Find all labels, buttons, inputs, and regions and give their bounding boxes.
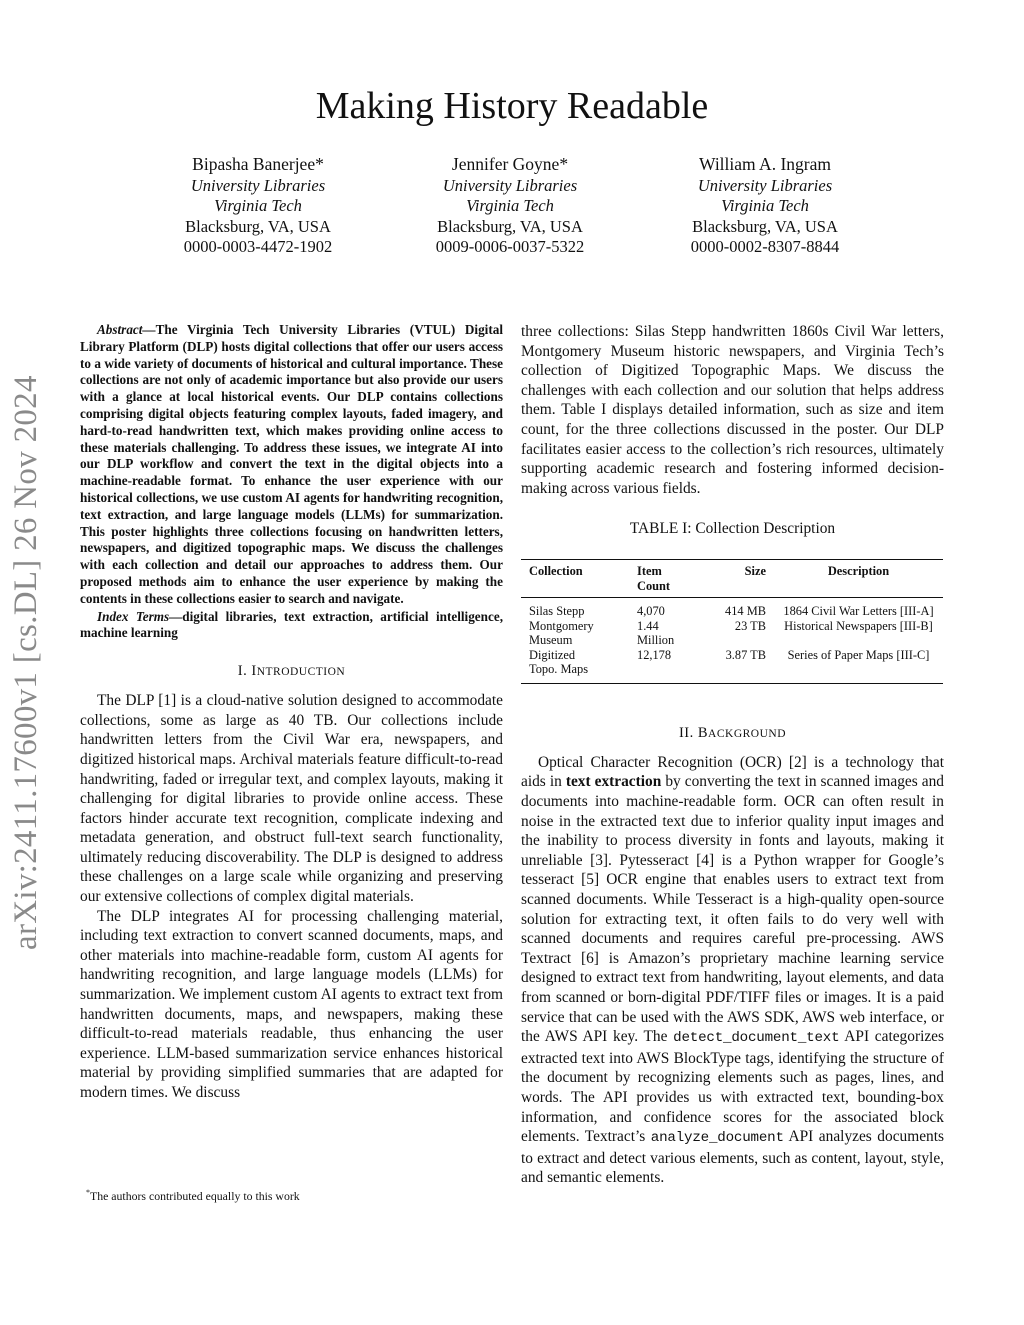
section-numeral: II. <box>678 724 698 741</box>
header-collection: Collection <box>529 564 583 579</box>
cell-description: Series of Paper Maps [III-C] <box>787 647 930 662</box>
author-institution: Virginia Tech <box>214 196 302 215</box>
author-orcid: 0000-0003-4472-1902 <box>183 237 333 256</box>
author-location: Blacksburg, VA, USA <box>437 216 583 236</box>
author-institution: Virginia Tech <box>466 196 554 215</box>
code-detect-document-text: detect_document_text <box>673 1030 840 1047</box>
section-cap: B <box>697 724 709 741</box>
header-count-line2: Count <box>637 578 671 593</box>
section-rest: NTRODUCTION <box>256 666 346 679</box>
cell-count: 4,070 <box>637 604 665 619</box>
author-orcid: 0009-0006-0037-5322 <box>435 237 585 256</box>
author-affiliation: University Libraries <box>190 175 326 195</box>
header-item-count <box>629 560 703 598</box>
index-terms-text: digital libraries, text extraction, artificial intelligence, machine learning <box>80 608 503 641</box>
author-name: William A. Ingram <box>699 154 831 174</box>
table-row <box>521 598 943 619</box>
cell-collection: Montgomery Museum <box>529 618 594 648</box>
index-terms-lead: Index Terms— <box>97 608 183 624</box>
author-block <box>640 154 890 258</box>
intro-paragraph-2-continued: three collections: Silas Stepp handwritten 1860s Civil War letters, Montgomery Museum historic newspapers, and Virginia Tech’s collection of Digitized Topographic Maps. We discuss the challenges with each collection and our solution that helps address them. Table I displays detailed information, such as size and item count, for the three collections discussed in the poster. Our DLP facilitates easier access to the collection’s rich resources, ultimately supporting academic research and fostering informed decision-making across various fields. <box>521 323 944 497</box>
cell-count: 12,178 <box>637 647 672 662</box>
paper-title: Making History Readable <box>315 85 709 127</box>
author-location: Blacksburg, VA, USA <box>692 216 838 236</box>
cell-count: 1.44 Million <box>637 618 675 648</box>
author-institution: Virginia Tech <box>721 196 809 215</box>
intro-paragraph-2: The DLP integrates AI for processing challenging material, including text extraction to convert scanned documents, maps, and other materials into machine-readable form, custom AI agents for handwriting recognition, and large language models (LLMs) for summarization. We implement custom AI agents to extract text from handwritten documents, maps, and newspapers, making these difficult-to-read materials readable, thus enhancing the user experience. LLM-based summarization service enhances historical material by providing simplified summaries that are adapted for modern times. We discuss <box>80 907 503 1102</box>
abstract-lead: Abstract— <box>97 322 156 337</box>
cell-description: Historical Newspapers [III-B] <box>784 618 933 633</box>
cell-size: 3.87 TB <box>725 647 766 662</box>
right-column <box>521 322 944 1188</box>
table-row <box>521 648 943 684</box>
author-name: Jennifer Goyne* <box>451 154 569 174</box>
code-analyze-document: analyze_document <box>650 1130 784 1147</box>
index-terms <box>80 609 503 643</box>
author-block <box>133 154 383 258</box>
section-numeral: I. <box>237 663 252 680</box>
cell-size: 414 MB <box>725 604 766 619</box>
footnote-text: The authors contributed equally to this work <box>90 1188 300 1203</box>
abstract-text: The Virginia Tech University Libraries (VTUL) Digital Library Platform (DLP) hosts digital collections that offer our users access to a wide variety of documents of historical and cultural importance. These collections are not only of academic importance but also provide our users with a glance at local historical events. Our DLP contains collections comprising digital objects featuring complex layouts, faded imagery, and hard-to-read handwritten text, which makes providing online access to these materials challenging. To address these issues, we integrate AI into our DLP workflow and convert the text in the digital objects into a machine-readable format. To enhance the user experience with our historical collections, we use custom AI agents for handwriting recognition, text extraction, and large language models (LLMs) for summarization. This poster highlights three collections focusing on handwritten letters, newspapers, and digitized topographic maps. We discuss the challenges with each collection and detail our approaches to address them. Our proposed methods aim to enhance the user experience by making the contents in these collections easier to search and navigate. <box>80 322 503 606</box>
abstract <box>80 322 503 608</box>
left-column <box>80 322 503 1103</box>
footnote-mark: * <box>86 1188 90 1197</box>
table-header-row <box>521 560 943 598</box>
cell-description: 1864 Civil War Letters [III-A] <box>783 604 934 619</box>
author-location: Blacksburg, VA, USA <box>185 216 331 236</box>
header-description: Description <box>827 564 890 579</box>
table-caption: TABLE I: Collection Description <box>629 520 836 538</box>
author-block <box>385 154 635 258</box>
author-affiliation: University Libraries <box>442 175 578 195</box>
cell-collection: Silas Stepp <box>529 604 585 619</box>
collection-table <box>521 559 943 684</box>
section-heading-introduction <box>80 662 503 681</box>
cell-collection: Digitized Topo. Maps <box>529 647 589 677</box>
author-orcid: 0000-0002-8307-8844 <box>690 237 840 256</box>
table-row <box>521 619 943 648</box>
footnote <box>80 1186 503 1203</box>
arxiv-watermark <box>6 350 50 950</box>
section-rest: ACKGROUND <box>708 727 787 740</box>
author-name: Bipasha Banerjee* <box>192 154 324 174</box>
intro-paragraph-1: The DLP [1] is a cloud-native solution designed to accommodate collections, some as large as 40 TB. Our collections include handwritten letters from the Civil War era, newspapers, and digitized historical maps. Archival materials feature difficult-to-read handwriting, faded or irregular text, and complex layouts, making it challenging for digital libraries to provide online access. These factors hinder accurate text recognition, complicate indexing and metadata generation, and obstruct full-text search functionality, ultimately reducing discoverability. The DLP is designed to address these challenges on a large scale while organizing and preserving our extensive collections of complex digital materials. <box>80 692 503 906</box>
bold-term: text extraction <box>565 773 662 791</box>
header-count-line1: Item <box>637 564 662 579</box>
section-cap: I <box>251 663 257 680</box>
background-paragraph: Optical Character Recognition (OCR) [2] is a technology that aids in text extraction by converting the text in scanned images and documents into machine-readable form. OCR can often result in noise in the extracted text due to inferior quality input images and the inability to process diversity in fonts and layouts, making it unreliable [3]. Pytesseract [4] is a Python wrapper for Google’s tesseract [5] OCR engine that enables users to extract text from scanned documents. While Tesseract is a high-quality open-source solution for extracting text, it often fails to do very well with scanned documents and requires careful pre-processing. AWS Textract [6] is Amazon’s proprietary machine learning service designed to extract text from handwriting, layout elements, and data from scanned or born-digital PDF/TIFF files or images. It is a paid service that can be used with the AWS SDK, AWS web interface, or the AWS API key. The detect_document_text API categorizes extracted text into AWS BlockType tags, identifying the structure of the document by recognizing elements such as pages, lines, and words. The API provides us with extracted text, bounding-box information, and confidence scores for the associated block elements. Textract’s analyze_document API analyzes documents to extract and detect various elements, such as content, layout, style, and semantic elements. <box>521 753 945 1187</box>
author-affiliation: University Libraries <box>697 175 833 195</box>
cell-size: 23 TB <box>734 618 766 633</box>
arxiv-id: arXiv:2411.17600v1 [cs.DL] 26 Nov 2024 <box>8 375 44 950</box>
section-heading-background <box>521 724 944 743</box>
header-size: Size <box>744 564 766 579</box>
